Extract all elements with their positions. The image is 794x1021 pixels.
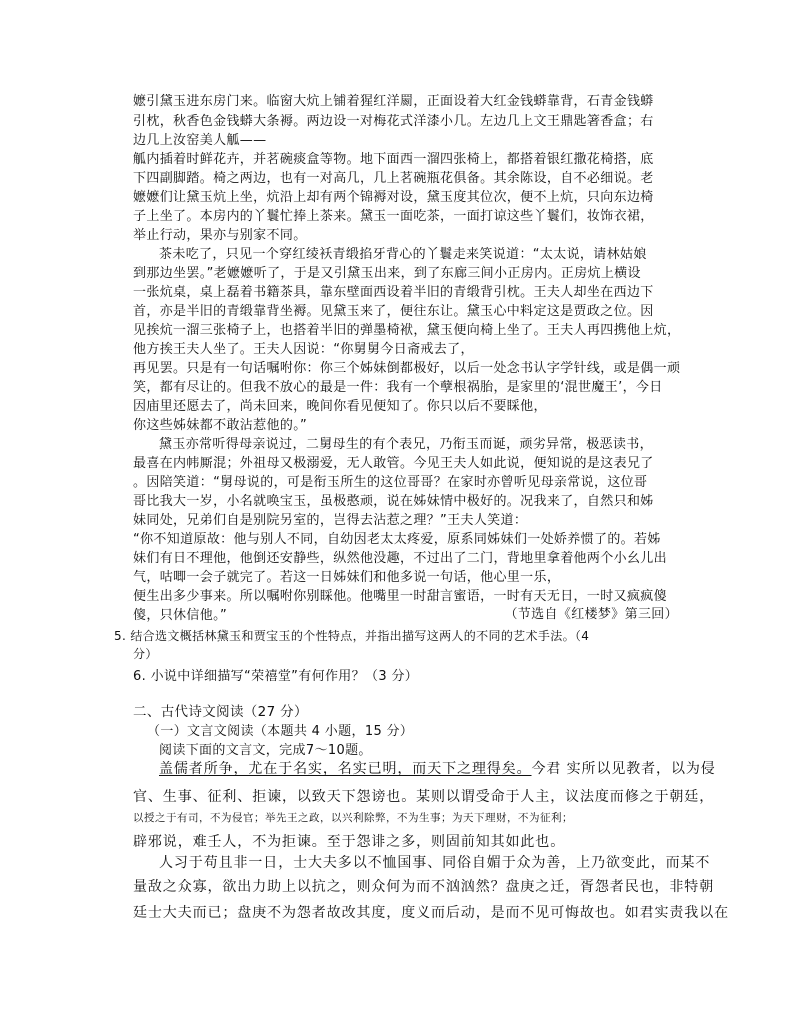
- passage-line: 到那边坐罢。”老嬷嬷听了，于是又引黛玉出来，到了东廊三间小正房内。正房炕上横设: [133, 266, 641, 281]
- passage-line: 嬷引黛玉进东房门来。临窗大炕上铺着猩红洋罽，正面设着大红金钱蟒靠背，石青金钱蟒: [133, 94, 654, 109]
- passage-line: 笑，都有尽让的。但我不放心的最是一件：我有一个孽根祸胎，是家里的‘混世魔王’，今日: [133, 380, 663, 395]
- instruction: 阅读下面的文言文，完成7～10题。: [159, 743, 372, 758]
- passage-line: 黛玉亦常听得母亲说过，二舅母生的有个表兄，乃衔玉而诞，顽劣异常，极恶读书，: [159, 437, 653, 452]
- classical-text-line: 辟邪说，难壬人，不为拒谏。至于怨诽之多，则固前知其如此也。: [133, 834, 566, 850]
- question-5: 5. 结合选文概括林黛玉和贾宝玉的个性特点，并指出描写这两人的不同的艺术手法。（4: [114, 629, 590, 643]
- passage-line: 见挨炕一溜三张椅子上，也搭着半旧的弹墨椅袱，黛玉便向椅上坐了。王夫人再四携他上炕，: [133, 323, 681, 338]
- passage-line: 你这些姊妹都不敢沾惹他的。”: [133, 418, 308, 433]
- passage-line: 觚内插着时鲜花卉，并茗碗痰盒等物。地下面西一溜四张椅上，都搭着银红撒花椅搭，底: [133, 152, 654, 167]
- passage-line: 妹同处，兄弟们自是别院另室的，岂得去沾惹之理？”王夫人笑道：: [133, 513, 528, 528]
- passage-line: 引枕，秋香色金钱蟒大条褥。两边设一对梅花式洋漆小几。左边几上文王鼎匙箸香盒；右: [133, 114, 654, 129]
- passage-line: 举止行动，果亦与别家不同。: [133, 228, 307, 243]
- passage-line: 傻，只休信他。”: [133, 608, 228, 623]
- question-5-continuation: 分）: [133, 647, 158, 661]
- passage-line: 再见罢。只是有一句话嘱咐你：你三个姊妹倒都极好，以后一处念书认字学针线，或是偶一顽: [133, 361, 681, 376]
- question-6: 6. 小说中详细描写“荣禧堂”有何作用？（3 分）: [133, 669, 419, 684]
- passage-line: 他方挨王夫人坐了。王夫人因说：“你舅舅今日斋戒去了，: [133, 342, 474, 357]
- classical-text-line: 廷士大夫而已；盘庚不为怨者故改其度，度义而后动，是而不见可悔故也。如君实责我以在: [133, 905, 729, 921]
- passage-line: 下四副脚踏。椅之两边，也有一对高几，几上茗碗瓶花俱备。其余陈设，自不必细说。老: [133, 171, 654, 186]
- passage-line: 茶未吃了，只见一个穿红绫袄青缎掐牙背心的丫鬟走来笑说道：“太太说，请林姑娘: [159, 247, 647, 262]
- passage-line: 嬷嬷们让黛玉炕上坐，炕沿上却有两个锦褥对设，黛玉度其位次，便不上炕，只向东边椅: [133, 190, 654, 205]
- underlined-sentence: 盖儒者所争，尤在于名实，名实已明，而天下之理得矣。: [159, 761, 532, 777]
- passage-source: （节选自《红楼梦》第三回）: [504, 607, 678, 622]
- passage-line: 首，亦是半旧的青缎靠背坐褥。见黛玉来了，便往东让。黛玉心中料定这是贾政之位。因: [133, 304, 654, 319]
- classical-text-line: 人习于苟且非一日，士大夫多以不恤国事、同俗自媚于众为善，上乃欲变此，而某不: [159, 855, 711, 871]
- passage-line: 哥比我大一岁，小名就唤宝玉，虽极憨顽，说在姊妹情中极好的。况我来了，自然只和姊: [133, 494, 654, 509]
- passage-line: 便生出多少事来。所以嘱咐你别睬他。他嘴里一时甜言蜜语，一时有天无日，一时又疯疯傻: [133, 589, 668, 604]
- section-title: 二、古代诗文阅读（27 分）: [133, 704, 308, 720]
- passage-line: 因庙里还愿去了，尚未回来，晚间你看见便知了。你只以后不要睬他，: [133, 399, 547, 414]
- classical-text-line: 量敌之众寡，欲出力助上以抗之，则众何为而不汹汹然？盘庚之迁，胥怨者民也，非特朝: [133, 879, 715, 895]
- passage-line: 妹们有日不理他，他倒还安静些，纵然他没趣，不过出了二门，背地里拿着他两个小幺儿出: [133, 551, 668, 566]
- passage-line: 一张炕桌，桌上磊着书籍茶具，靠东壁面西设着半旧的青缎背引枕。王夫人却坐在西边下: [133, 285, 654, 300]
- classical-text-line: [159, 758, 716, 780]
- passage-line: 气，咕唧一会子就完了。若这一日姊妹们和他多说一句话，他心里一乐，: [133, 570, 561, 585]
- passage-line: 。因陪笑道：“舅母说的，可是衔玉所生的这位哥哥？在家时亦曾听见母亲常说，这位哥: [133, 475, 648, 490]
- passage-line: 最喜在内帏厮混；外祖母又极溺爱，无人敢管。今见王夫人如此说，便知说的是这表兄了: [133, 456, 654, 471]
- passage-line: 边几上汝窑美人觚——: [133, 133, 267, 148]
- classical-text-line: 官、生事、征利、拒谏，以致天下怨谤也。某则以谓受命于人主，议法度而修之于朝廷，: [133, 789, 715, 805]
- classical-text-line-rest: 今君 实所以见教者，以为侵: [531, 761, 716, 777]
- classical-text-line: 以授之于有司，不为侵官；举先王之政，以兴利除弊，不为生事；为天下理财，不为征利；: [133, 812, 573, 824]
- passage-line: 子上坐了。本房内的丫鬟忙捧上茶来。黛玉一面吃茶，一面打谅这些丫鬟们，妆饰衣裙，: [133, 209, 654, 224]
- passage-line: “你不知道原故：他与别人不同，自幼因老太太疼爱，原系同姊妹们一处娇养惯了的。若姊: [133, 532, 661, 547]
- section-subtitle: （一）文言文阅读（本题共 4 小题，15 分）: [147, 724, 414, 739]
